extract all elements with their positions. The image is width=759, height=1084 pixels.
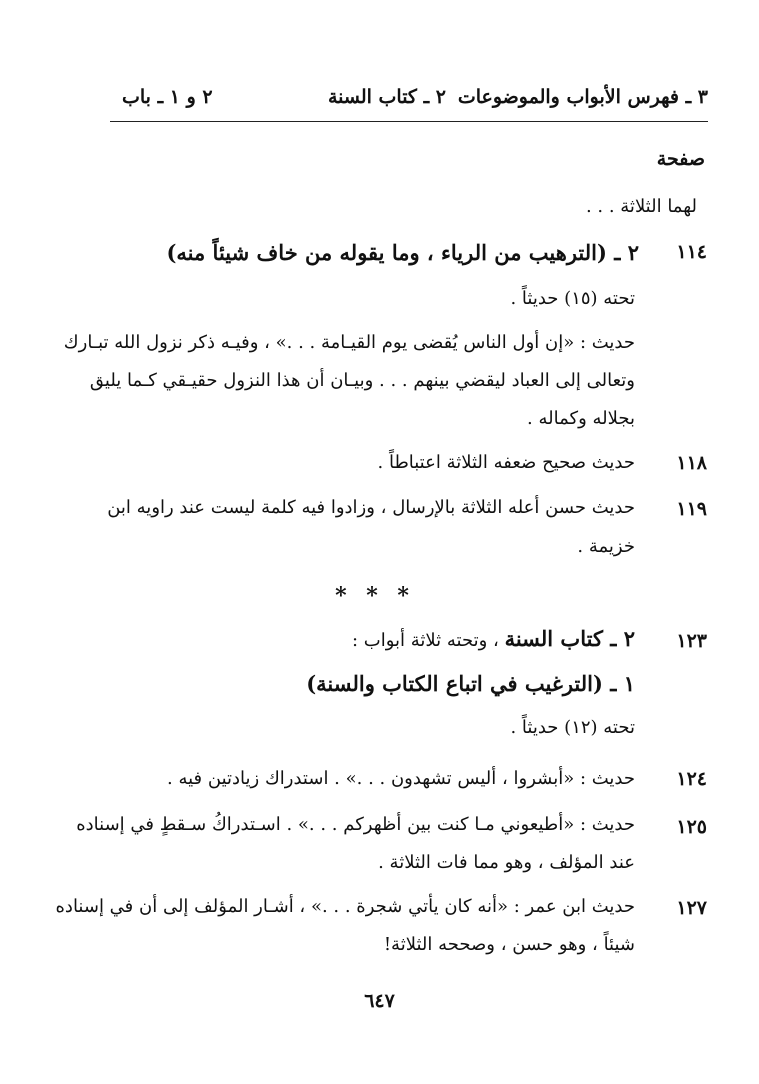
entry-text-125-cont: عند المؤلف ، وهو مما فات الثلاثة .: [378, 852, 635, 873]
book-title-line: [352, 624, 635, 656]
hadith-count: تحته (١٥) حديثاً .: [510, 288, 635, 309]
section-title-riya: ٢ ـ (الترهيب من الرياء ، وما يقوله من خاف شيئاً منه): [166, 240, 639, 265]
running-header: [116, 86, 708, 114]
paragraph-line: وتعالى إلى العباد ليقضي بينهم . . . وبيـان أن هذا النزول حقيـقي كـما يليق: [89, 370, 635, 391]
header-rule: [110, 121, 708, 122]
entry-page-118: ١١٨: [676, 452, 707, 474]
entry-text-119: حديث حسن أعله الثلاثة بالإرسال ، وزادوا فيه كلمة ليست عند راويه ابن: [107, 497, 635, 518]
entry-page-125: ١٢٥: [676, 816, 707, 838]
paragraph-line: بجلاله وكماله .: [527, 408, 635, 429]
section-separator: * * *: [335, 583, 415, 609]
entry-page-114: ١١٤: [676, 241, 707, 263]
chapter-title-sunnah: ١ ـ (الترغيب في اتباع الكتاب والسنة): [306, 671, 635, 696]
book-title: ٢ ـ كتاب السنة: [504, 626, 635, 651]
header-index-title: ٣ ـ فهرس الأبواب والموضوعات: [457, 86, 708, 108]
page-number: ٦٤٧: [364, 990, 395, 1012]
entry-page-124: ١٢٤: [676, 768, 707, 790]
entry-text-125: حديث : «أطيعوني مـا كنت بين أظهركم . . .» . اسـتدراكُ سـقطٍ في إسناده: [76, 814, 635, 835]
hadith-count: تحته (١٢) حديثاً .: [510, 717, 635, 738]
intro-line: لهما الثلاثة . . .: [585, 196, 697, 217]
entry-page-119: ١١٩: [676, 498, 707, 520]
book-title-rest: ، وتحته ثلاثة أبواب :: [352, 630, 505, 651]
entry-text-118: حديث صحيح ضعفه الثلاثة اعتباطاً .: [377, 452, 635, 473]
paragraph-line: حديث : «إن أول الناس يُقضى يوم القيـامة . . .» ، وفيـه ذكر نزول الله تبـارك: [63, 332, 635, 353]
entry-text-124: حديث : «أبشروا ، أليس تشهدون . . .» . استدراك زيادتين فيه .: [167, 768, 635, 789]
entry-page-123: ١٢٣: [676, 630, 707, 652]
header-book-title: ٢ ـ كتاب السنة: [327, 86, 446, 108]
entry-text-127-cont: شيئاً ، وهو حسن ، وصححه الثلاثة!: [383, 934, 635, 955]
entry-page-127: ١٢٧: [676, 897, 707, 919]
header-chapters: ٢ و ١ ـ باب: [122, 86, 213, 108]
entry-text-119-cont: خزيمة .: [577, 536, 635, 557]
entry-text-127: حديث ابن عمر : «أنه كان يأتي شجرة . . .» ، أشـار المؤلف إلى أن في إسناده: [55, 896, 635, 917]
page-column-label: صفحة: [656, 148, 705, 170]
